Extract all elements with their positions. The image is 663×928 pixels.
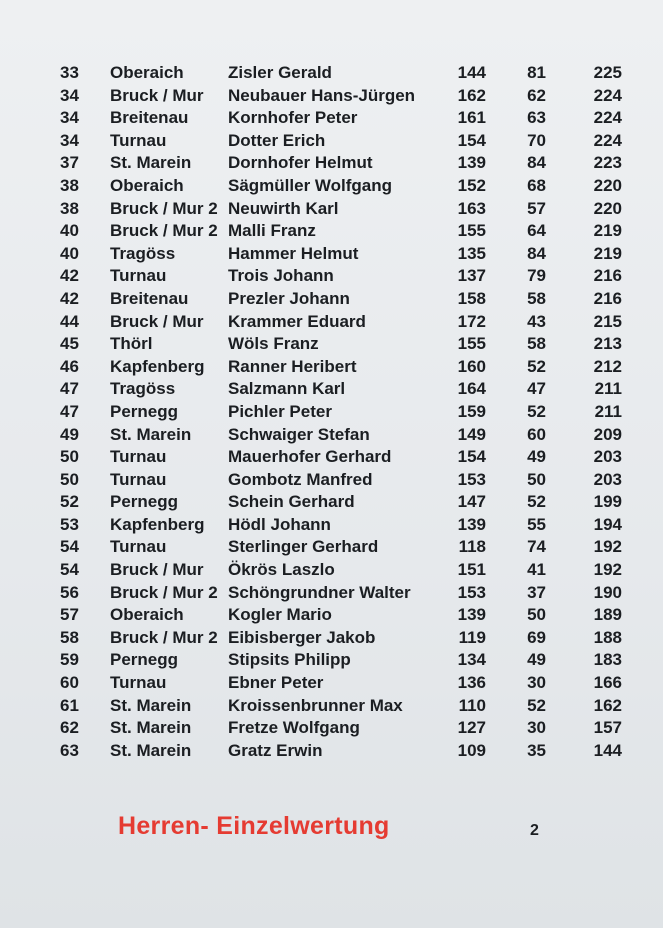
score2-cell: 41	[527, 560, 546, 580]
score2-cell: 69	[527, 627, 546, 647]
club-cell: Kapfenberg	[110, 356, 205, 376]
name-cell: Krammer Eduard	[228, 311, 366, 331]
table-row	[0, 627, 663, 650]
table-row	[0, 243, 663, 266]
rank-cell: 49	[60, 424, 79, 444]
name-cell: Hammer Helmut	[228, 243, 359, 263]
table-row	[0, 491, 663, 514]
score1-cell: 135	[457, 243, 486, 263]
score1-cell: 163	[457, 198, 486, 218]
club-cell: Bruck / Mur 2	[110, 627, 218, 647]
score1-cell: 159	[457, 401, 486, 421]
score1-cell: 160	[457, 356, 486, 376]
rank-cell: 44	[60, 311, 79, 331]
total-cell: 157	[593, 718, 622, 738]
score2-cell: 52	[527, 401, 546, 421]
name-cell: Ökrös Laszlo	[228, 560, 335, 580]
score1-cell: 136	[457, 673, 486, 693]
club-cell: Oberaich	[110, 175, 184, 195]
score2-cell: 50	[527, 605, 546, 625]
rank-cell: 63	[60, 740, 79, 760]
club-cell: Bruck / Mur 2	[110, 198, 218, 218]
table-row	[0, 265, 663, 288]
club-cell: Bruck / Mur	[110, 560, 204, 580]
rank-cell: 61	[60, 695, 79, 715]
score2-cell: 58	[527, 288, 546, 308]
table-row	[0, 469, 663, 492]
table-row	[0, 85, 663, 108]
rank-cell: 40	[60, 221, 79, 241]
page-number: 2	[530, 822, 539, 839]
score2-cell: 37	[527, 582, 546, 602]
club-cell: Pernegg	[110, 650, 179, 670]
table-row	[0, 152, 663, 175]
club-cell: Turnau	[110, 130, 167, 150]
total-cell: 220	[593, 175, 622, 195]
rank-cell: 38	[60, 198, 79, 218]
score1-cell: 162	[457, 85, 486, 105]
name-cell: Dornhofer Helmut	[228, 153, 373, 173]
club-cell: Oberaich	[110, 63, 184, 82]
club-cell: Turnau	[110, 447, 167, 467]
section-title: Herren- Einzelwertung	[118, 812, 390, 840]
club-cell: Bruck / Mur	[110, 85, 204, 105]
club-cell: Thörl	[110, 334, 153, 354]
table-row	[0, 695, 663, 718]
club-cell: St. Marein	[110, 153, 192, 173]
table-row	[0, 672, 663, 695]
name-cell: Gratz Erwin	[228, 740, 323, 760]
rank-cell: 38	[60, 175, 79, 195]
score2-cell: 81	[527, 63, 546, 82]
score1-cell: 118	[458, 537, 486, 557]
score2-cell: 49	[527, 650, 546, 670]
total-cell: 144	[593, 740, 622, 760]
table-row	[0, 175, 663, 198]
score1-cell: 161	[457, 108, 486, 128]
total-cell: 215	[593, 311, 622, 331]
club-cell: Breitenau	[110, 108, 189, 128]
score1-cell: 144	[457, 63, 486, 82]
name-cell: Prezler Johann	[228, 288, 350, 308]
total-cell: 192	[593, 560, 622, 580]
name-cell: Salzmann Karl	[228, 379, 346, 399]
total-cell: 223	[593, 153, 622, 173]
score1-cell: 149	[457, 424, 486, 444]
total-cell: 216	[593, 288, 622, 308]
total-cell: 166	[593, 673, 622, 693]
rank-cell: 62	[60, 718, 79, 738]
total-cell: 189	[593, 605, 622, 625]
table-row	[0, 559, 663, 582]
total-cell: 192	[593, 537, 622, 557]
table-row	[0, 446, 663, 469]
total-cell: 224	[593, 108, 622, 128]
name-cell: Fretze Wolfgang	[228, 718, 360, 738]
table-row	[0, 649, 663, 672]
club-cell: Bruck / Mur 2	[110, 582, 218, 602]
club-cell: Turnau	[110, 673, 167, 693]
club-cell: Pernegg	[110, 492, 179, 512]
score2-cell: 84	[527, 243, 546, 263]
name-cell: Schöngrundner Walter	[228, 582, 411, 602]
name-cell: Stipsits Philipp	[228, 650, 351, 670]
total-cell: 199	[593, 492, 622, 512]
table-row	[0, 130, 663, 153]
club-cell: St. Marein	[110, 424, 192, 444]
name-cell: Dotter Erich	[228, 130, 326, 150]
rank-cell: 47	[60, 379, 79, 399]
table-row	[0, 220, 663, 243]
score2-cell: 49	[527, 447, 546, 467]
total-cell: 216	[593, 266, 622, 286]
score2-cell: 30	[527, 673, 546, 693]
total-cell: 220	[593, 198, 622, 218]
table-row	[0, 740, 663, 763]
total-cell: 162	[593, 695, 622, 715]
table-row	[0, 311, 663, 334]
score2-cell: 30	[527, 718, 546, 738]
name-cell: Schein Gerhard	[228, 492, 355, 512]
score1-cell: 153	[457, 469, 486, 489]
rank-cell: 56	[60, 582, 79, 602]
score1-cell: 109	[457, 740, 486, 760]
club-cell: Tragöss	[110, 379, 176, 399]
score1-cell: 119	[458, 627, 486, 647]
table-row	[0, 582, 663, 605]
score1-cell: 127	[457, 718, 486, 738]
name-cell: Sterlinger Gerhard	[228, 537, 379, 557]
total-cell: 203	[593, 447, 622, 467]
score1-cell: 155	[457, 334, 486, 354]
name-cell: Eibisberger Jakob	[228, 627, 376, 647]
club-cell: Turnau	[110, 469, 167, 489]
score2-cell: 58	[527, 334, 546, 354]
score2-cell: 35	[527, 740, 546, 760]
club-cell: Turnau	[110, 266, 167, 286]
score1-cell: 154	[457, 130, 486, 150]
total-cell: 212	[593, 356, 622, 376]
name-cell: Schwaiger Stefan	[228, 424, 370, 444]
club-cell: St. Marein	[110, 740, 192, 760]
rank-cell: 47	[60, 401, 79, 421]
rank-cell: 52	[60, 492, 79, 512]
total-cell: 219	[593, 221, 622, 241]
total-cell: 188	[593, 627, 622, 647]
rank-cell: 54	[60, 537, 79, 557]
club-cell: Kapfenberg	[110, 514, 205, 534]
table-row	[0, 333, 663, 356]
name-cell: Hödl Johann	[228, 514, 331, 534]
table-row	[0, 356, 663, 379]
club-cell: Bruck / Mur	[110, 311, 204, 331]
rank-cell: 60	[60, 673, 79, 693]
total-cell: 224	[593, 130, 622, 150]
score2-cell: 52	[527, 492, 546, 512]
rank-cell: 57	[60, 605, 79, 625]
name-cell: Neuwirth Karl	[228, 198, 339, 218]
table-row	[0, 62, 663, 85]
name-cell: Trois Johann	[228, 266, 334, 286]
rank-cell: 42	[60, 266, 79, 286]
rank-cell: 54	[60, 560, 79, 580]
total-cell: 219	[593, 243, 622, 263]
score1-cell: 110	[458, 695, 486, 715]
score1-cell: 139	[457, 153, 486, 173]
name-cell: Ranner Heribert	[228, 356, 357, 376]
total-cell: 224	[593, 85, 622, 105]
score2-cell: 52	[527, 695, 546, 715]
score2-cell: 57	[527, 198, 546, 218]
rank-cell: 45	[60, 334, 79, 354]
rank-cell: 34	[60, 108, 79, 128]
rank-cell: 40	[60, 243, 79, 263]
score1-cell: 137	[457, 266, 486, 286]
score2-cell: 70	[527, 130, 546, 150]
total-cell: 211	[594, 401, 622, 421]
name-cell: Kornhofer Peter	[228, 108, 358, 128]
total-cell: 203	[593, 469, 622, 489]
score2-cell: 55	[527, 514, 546, 534]
name-cell: Gombotz Manfred	[228, 469, 373, 489]
rank-cell: 34	[60, 130, 79, 150]
name-cell: Kroissenbrunner Max	[228, 695, 403, 715]
table-row	[0, 424, 663, 447]
results-table	[0, 62, 663, 762]
score1-cell: 172	[457, 311, 486, 331]
total-cell: 213	[593, 334, 622, 354]
score1-cell: 134	[457, 650, 486, 670]
rank-cell: 50	[60, 447, 79, 467]
table-row	[0, 401, 663, 424]
club-cell: Pernegg	[110, 401, 179, 421]
rank-cell: 53	[60, 514, 79, 534]
score2-cell: 68	[527, 175, 546, 195]
rank-cell: 42	[60, 288, 79, 308]
table-row	[0, 717, 663, 740]
club-cell: St. Marein	[110, 718, 192, 738]
name-cell: Pichler Peter	[228, 401, 332, 421]
club-cell: Tragöss	[110, 243, 176, 263]
rank-cell: 50	[60, 469, 79, 489]
score2-cell: 60	[527, 424, 546, 444]
rank-cell: 59	[60, 650, 79, 670]
score1-cell: 158	[457, 288, 486, 308]
club-cell: Bruck / Mur 2	[110, 221, 218, 241]
table-row	[0, 604, 663, 627]
score2-cell: 64	[527, 221, 546, 241]
rank-cell: 37	[60, 153, 79, 173]
score1-cell: 154	[457, 447, 486, 467]
table-row	[0, 107, 663, 130]
table-row	[0, 536, 663, 559]
total-cell: 225	[593, 63, 622, 82]
club-cell: Oberaich	[110, 605, 184, 625]
score1-cell: 139	[457, 514, 486, 534]
name-cell: Mauerhofer Gerhard	[228, 447, 392, 467]
table-row	[0, 514, 663, 537]
score1-cell: 147	[457, 492, 486, 512]
score2-cell: 62	[527, 85, 546, 105]
rank-cell: 33	[60, 63, 79, 82]
name-cell: Wöls Franz	[228, 334, 319, 354]
score1-cell: 152	[457, 175, 486, 195]
table-row	[0, 198, 663, 221]
club-cell: Breitenau	[110, 288, 189, 308]
score2-cell: 50	[527, 469, 546, 489]
score2-cell: 79	[527, 266, 546, 286]
score2-cell: 63	[527, 108, 546, 128]
score1-cell: 139	[457, 605, 486, 625]
name-cell: Zisler Gerald	[228, 63, 332, 82]
score2-cell: 47	[527, 379, 546, 399]
table-row	[0, 288, 663, 311]
name-cell: Malli Franz	[228, 221, 316, 241]
rank-cell: 34	[60, 85, 79, 105]
score2-cell: 84	[527, 153, 546, 173]
name-cell: Kogler Mario	[228, 605, 332, 625]
rank-cell: 58	[60, 627, 79, 647]
total-cell: 190	[593, 582, 622, 602]
total-cell: 183	[593, 650, 622, 670]
total-cell: 211	[594, 379, 622, 399]
name-cell: Neubauer Hans-Jürgen	[228, 85, 416, 105]
score1-cell: 164	[457, 379, 486, 399]
name-cell: Ebner Peter	[228, 673, 324, 693]
score1-cell: 153	[457, 582, 486, 602]
club-cell: St. Marein	[110, 695, 192, 715]
table-row	[0, 378, 663, 401]
score2-cell: 52	[527, 356, 546, 376]
name-cell: Sägmüller Wolfgang	[228, 175, 393, 195]
total-cell: 209	[593, 424, 622, 444]
score2-cell: 43	[527, 311, 546, 331]
score1-cell: 155	[457, 221, 486, 241]
total-cell: 194	[593, 514, 622, 534]
score1-cell: 151	[457, 560, 486, 580]
club-cell: Turnau	[110, 537, 167, 557]
score2-cell: 74	[527, 537, 546, 557]
rank-cell: 46	[60, 356, 79, 376]
